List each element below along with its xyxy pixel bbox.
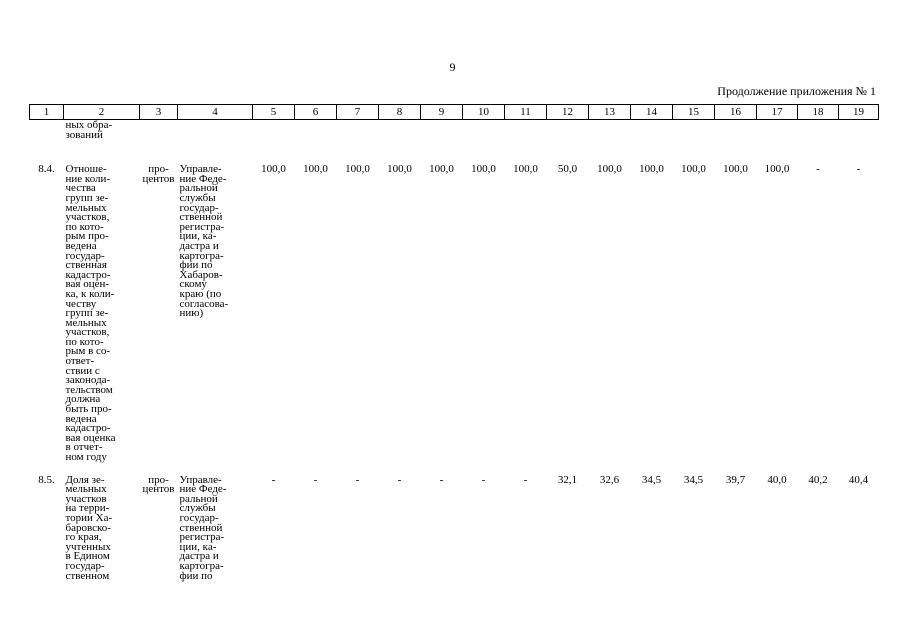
column-number: 5	[253, 105, 295, 120]
column-number: 14	[631, 105, 673, 120]
page-number: 9	[449, 60, 456, 74]
column-number: 1	[30, 105, 64, 120]
value-cell: -	[523, 473, 528, 486]
value-cell: 100,0	[723, 163, 748, 176]
value-cell: 100,0	[261, 163, 286, 176]
value-cell: 32,1	[557, 473, 578, 486]
column-number: 9	[421, 105, 463, 120]
value-cell: -	[397, 473, 402, 486]
value-cell: 32,6	[599, 473, 620, 486]
indicator-name: Отноше- ние коли- чества групп зе- мельных участков, по кото- рым про- ведена государ- ственная кадастро- вая оцен- ка, к коли- честву групп зе- мельных участков, по кото- рым в со- ответ- ствии с законода- тельством должна быть про- ведена кадастро- вая оценка в отчет- ном году	[65, 163, 116, 463]
value-cell: 34,5	[641, 473, 662, 486]
column-number: 10	[463, 105, 505, 120]
column-number: 2	[64, 105, 140, 120]
column-number: 6	[295, 105, 337, 120]
column-number: 17	[757, 105, 798, 120]
value-cell: -	[313, 473, 318, 486]
responsible-executor: Управле- ние Феде- ральной службы государ- ственной регистра- ции, ка- дастра и картогра- фии по	[179, 473, 227, 582]
column-number: 12	[547, 105, 589, 120]
value-cell: -	[816, 163, 820, 176]
value-cell: -	[856, 163, 861, 176]
responsible-executor: Управле- ние Феде- ральной службы государ- ственной регистра- ции, ка- дастра и картогра- фии по Хабаров- скому краю (по согласова- нию)	[179, 163, 229, 320]
value-cell: -	[481, 473, 486, 486]
value-cell: 39,7	[725, 473, 746, 486]
unit-of-measure: про- центов	[142, 473, 175, 496]
column-number: 7	[337, 105, 379, 120]
value-cell: 40,4	[848, 473, 869, 486]
row-number: 8.4.	[38, 163, 55, 176]
value-cell: 100,0	[639, 163, 664, 176]
column-number: 13	[589, 105, 631, 120]
column-number-row	[30, 105, 879, 120]
value-cell: 34,5	[683, 473, 704, 486]
value-cell: -	[355, 473, 360, 486]
column-number: 18	[798, 105, 839, 120]
value-cell: 100,0	[471, 163, 496, 176]
value-cell: 100,0	[764, 163, 790, 176]
value-cell: 50,0	[557, 163, 578, 176]
row-number: 8.5.	[38, 473, 55, 486]
continuation-note: Продолжение приложения № 1	[717, 84, 876, 98]
value-cell: -	[271, 473, 276, 486]
column-number: 19	[839, 105, 879, 120]
value-cell: 100,0	[513, 163, 538, 176]
value-cell: 100,0	[387, 163, 412, 176]
value-cell: 100,0	[681, 163, 706, 176]
continued-indicator-text: ных обра- зований	[65, 119, 113, 141]
indicator-name: Доля зе- мельных участков на терри- тории Ха- баровско- го края, учтенных в Едином государ- ственном	[65, 473, 113, 582]
value-cell: -	[439, 473, 444, 486]
column-number: 16	[715, 105, 757, 120]
column-number: 4	[178, 105, 253, 120]
column-number: 3	[140, 105, 178, 120]
indicator-table	[29, 104, 879, 581]
column-number: 8	[379, 105, 421, 120]
continued-row-fragment	[30, 120, 879, 141]
column-number: 15	[673, 105, 715, 120]
value-cell: 100,0	[303, 163, 328, 176]
value-cell: 40,2	[808, 473, 828, 486]
value-cell: 100,0	[597, 163, 622, 176]
unit-of-measure: про- центов	[142, 163, 175, 185]
column-number: 11	[505, 105, 547, 120]
value-cell: 100,0	[345, 163, 370, 176]
value-cell: 40,0	[767, 473, 787, 486]
table-row	[30, 463, 879, 582]
value-cell: 100,0	[429, 163, 454, 176]
table-row	[30, 140, 879, 462]
